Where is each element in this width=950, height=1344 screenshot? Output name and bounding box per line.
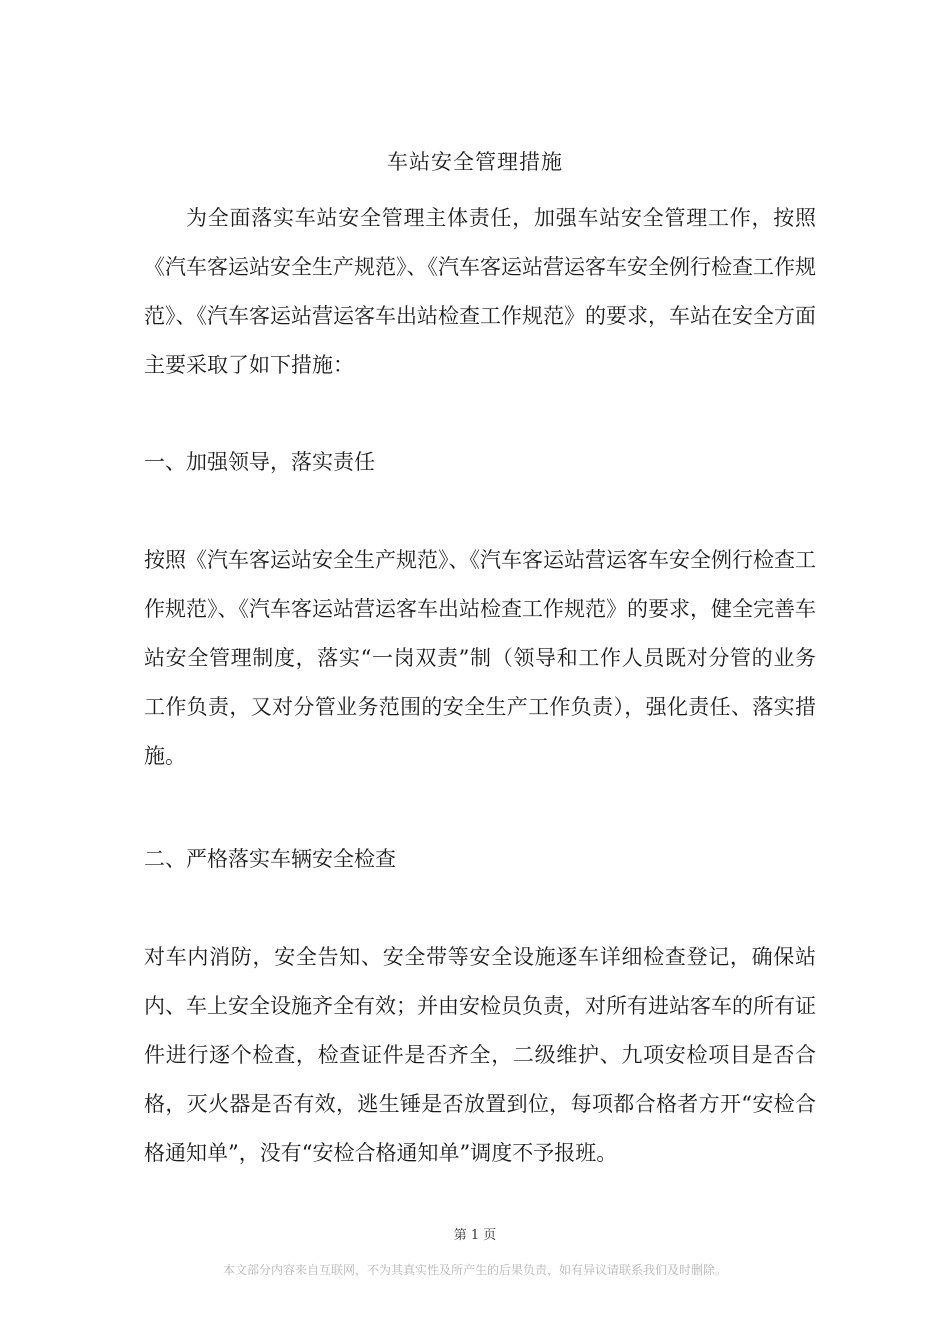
section-1-body: 按照《汽车客运站安全生产规范》、《汽车客运站营运客车安全例行检查工作规范》、《汽车客运站营运客车出站检查工作规范》的要求，健全完善车站安全管理制度，落实“一岗双责”制（领导和工作人员既对分管的业务工作负责，又对分管业务范围的安全生产工作负责），强化责任、落实措施。: [144, 548, 816, 768]
section-1-body-block: [144, 536, 816, 781]
section-2-body-block: [144, 933, 816, 1178]
intro-paragraph-block: [144, 194, 816, 390]
document-title: 车站安全管理措施: [387, 150, 563, 174]
footer-disclaimer: 本文部分内容来自互联网，不为其真实性及所产生的后果负责，如有异议请联系我们及时删除。: [222, 1263, 727, 1277]
page-number: 第 1 页: [453, 1228, 497, 1243]
section-2-body: 对车内消防，安全告知、安全带等安全设施逐车详细检查登记，确保站内、车上安全设施齐全有效；并由安检员负责，对所有进站客车的所有证件进行逐个检查，检查证件是否齐全，二级维护、九项安检项目是否合格，灭火器是否有效，逃生锤是否放置到位，每项都合格者方开“安检合格通知单”，没有“安检合格通知单”调度不予报班。: [144, 945, 816, 1165]
section-2-heading: 二、严格落实车辆安全检查: [144, 847, 396, 871]
section-1-heading: 一、加强领导，落实责任: [144, 450, 375, 474]
intro-paragraph: 为全面落实车站安全管理主体责任，加强车站安全管理工作，按照《汽车客运站安全生产规范》、《汽车客运站营运客车安全例行检查工作规范》、《汽车客运站营运客车出站检查工作规范》的要求，车站在安全方面主要采取了如下措施：: [144, 206, 816, 377]
